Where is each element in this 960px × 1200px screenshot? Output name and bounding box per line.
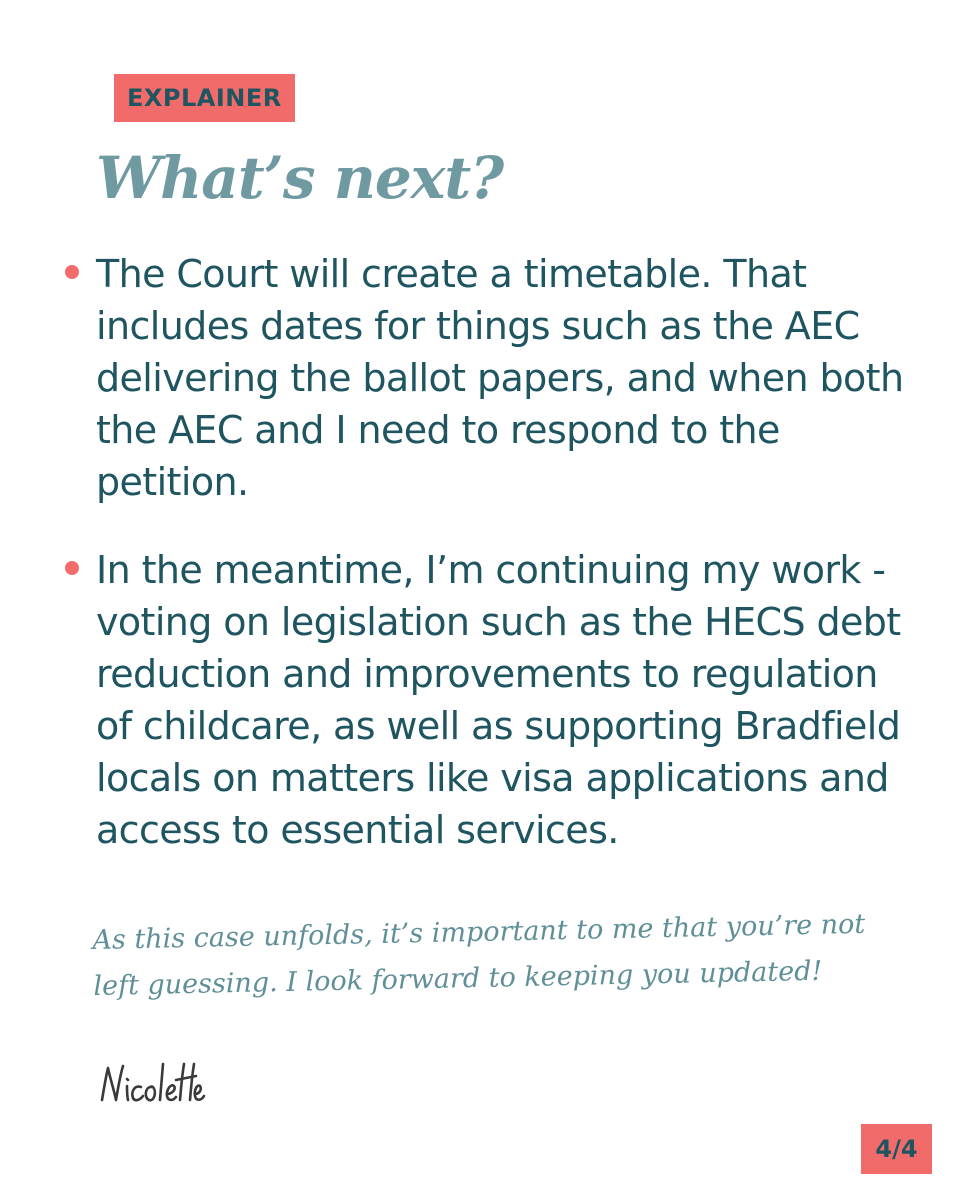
handwritten-note-line-1: As this case unfolds, it’s important to me that you’re not <box>92 908 866 956</box>
bullet-text: The Court will create a timetable. That includes dates for things such as the AEC delivering the ballot papers, and when both the AEC and I need to respond to the petition. <box>96 252 904 504</box>
signature <box>96 1056 208 1108</box>
list-item <box>0 248 960 508</box>
handwritten-note <box>92 901 914 1010</box>
list-item <box>0 544 960 856</box>
bullet-dot-icon <box>65 561 79 575</box>
explainer-tag: EXPLAINER <box>114 74 295 122</box>
page-title: What’s next? <box>96 144 504 212</box>
handwritten-note-line-2: left guessing. I look forward to keeping you updated! <box>93 955 823 1002</box>
bullet-list <box>0 248 960 892</box>
page-indicator: 4/4 <box>861 1124 932 1174</box>
bullet-text: In the meantime, I’m continuing my work - voting on legislation such as the HECS debt reduction and improvements to regulation of childcare, as well as supporting Bradfield locals on matters like visa applications and access to essential services. <box>96 548 901 852</box>
bullet-dot-icon <box>65 265 79 279</box>
